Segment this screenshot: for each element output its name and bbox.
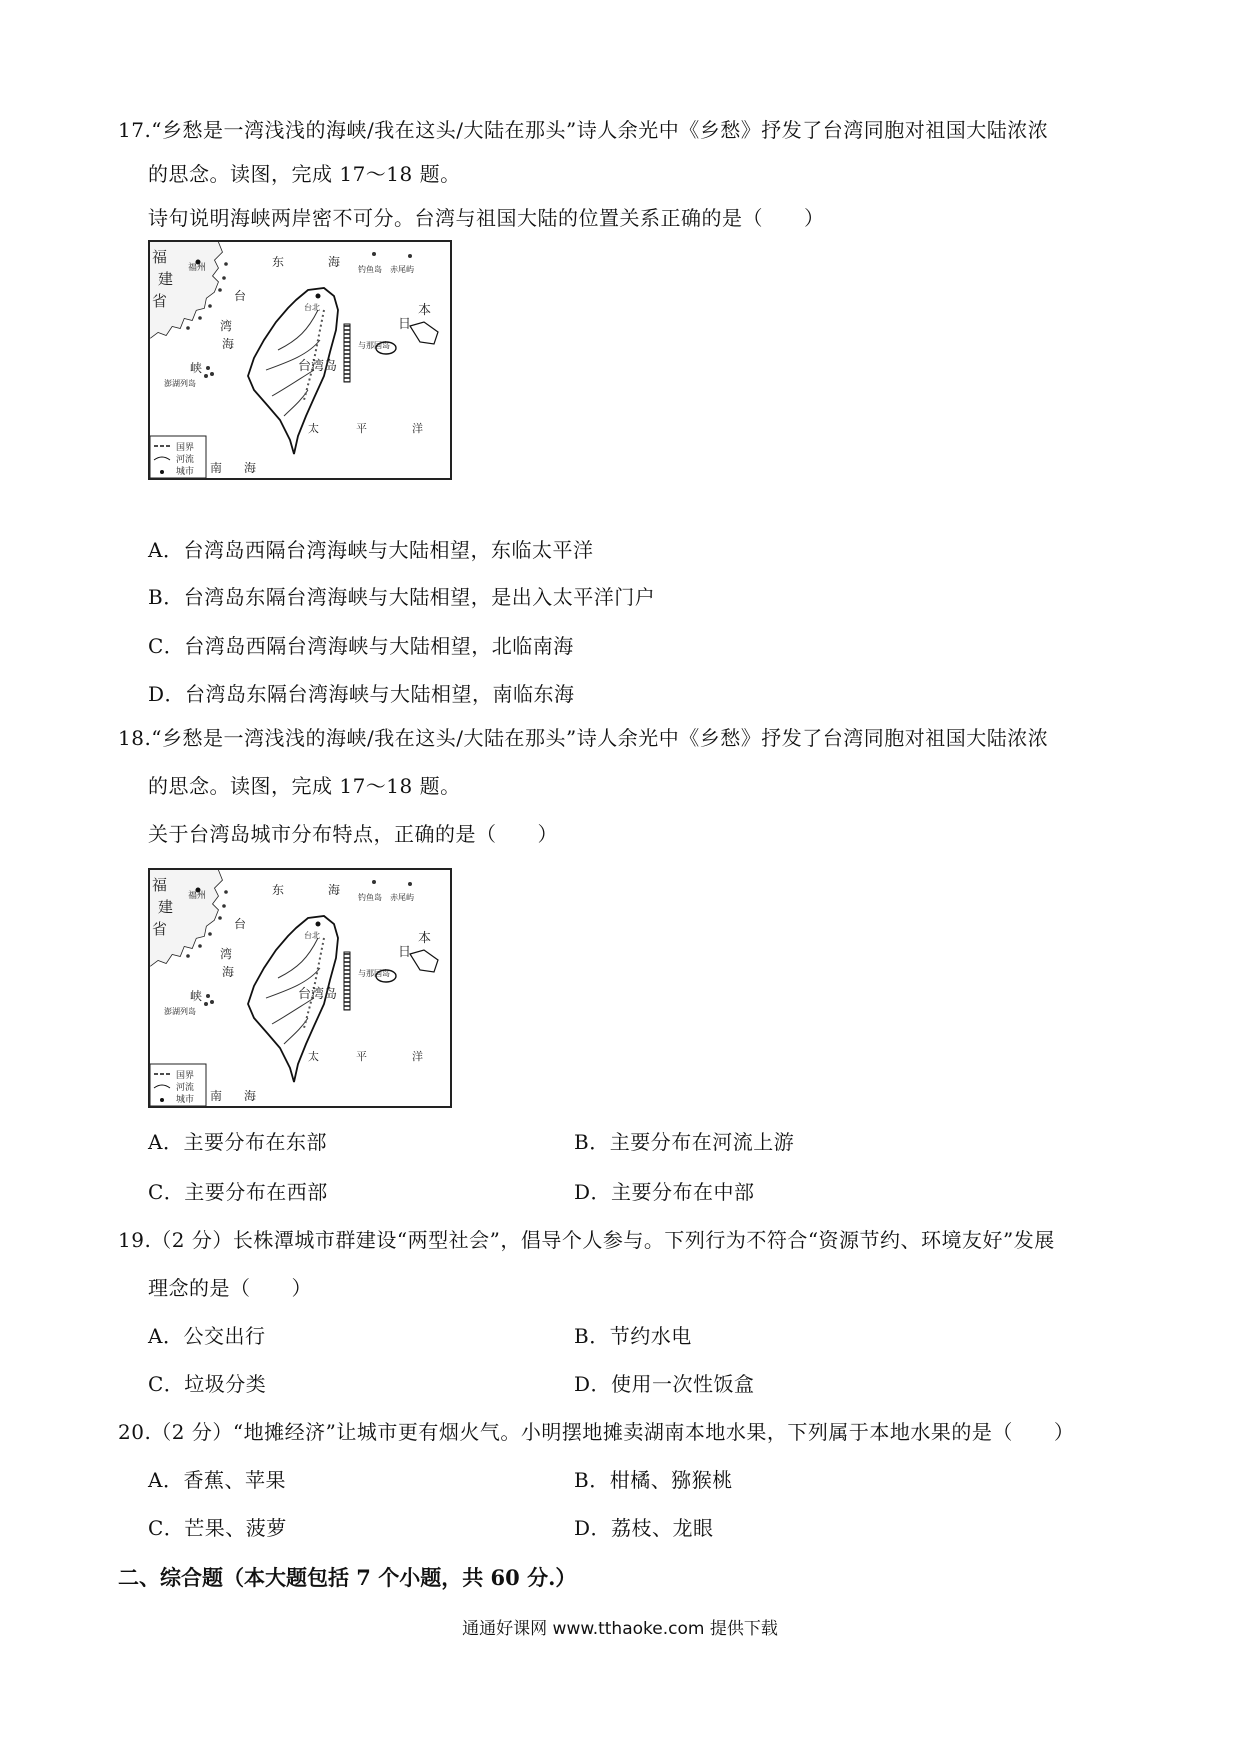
- map-label-fuzhou: 福州: [188, 263, 207, 273]
- map-label-pacific: 太: [308, 422, 319, 435]
- chiwei-dot: [408, 254, 412, 258]
- map-label-donghai: 海: [328, 883, 341, 897]
- map-label-riben: 日: [398, 317, 412, 332]
- legend-label-river: 河流: [176, 1083, 195, 1093]
- map-label-pacific: 洋: [412, 1050, 423, 1063]
- coastal-island-dot: [186, 954, 190, 958]
- q19-text-line2: 理念的是（ ）: [148, 1276, 312, 1300]
- map-label-taiwan-strait: 台: [234, 917, 247, 931]
- map-label-taiwan-strait: 台: [234, 289, 247, 303]
- map-label-chiwei: 赤尾屿: [390, 893, 414, 902]
- map-label-fujian: 福: [152, 248, 168, 266]
- section-heading: 二、综合题（本大题包括 7 个小题，共 60 分.）: [118, 1565, 577, 1590]
- taibei-city-dot: [316, 922, 321, 927]
- map-label-donghai: 东: [272, 883, 285, 897]
- coastal-island-dot: [224, 890, 228, 894]
- q20-text-line1: 20.（2 分）“地摊经济”让城市更有烟火气。小明摆地摊卖湖南本地水果，下列属于本地水果的是（ ）: [118, 1420, 1075, 1444]
- coastal-island-dot: [218, 288, 222, 292]
- map-label-taiwan-island: 台湾岛: [298, 987, 338, 1002]
- map-label-pacific: 洋: [412, 422, 423, 435]
- map-label-pacific: 平: [356, 1050, 367, 1063]
- map-label-fujian: 建: [158, 898, 174, 916]
- q17-stem: 诗句说明海峡两岸密不可分。台湾与祖国大陆的位置关系正确的是（ ）: [148, 206, 825, 230]
- map-label-taiwan-strait: 海: [222, 965, 235, 979]
- map-label-donghai: 东: [272, 255, 285, 269]
- q19-option-a[interactable]: A．公交出行: [148, 1324, 266, 1348]
- map-label-nanhai: 南: [210, 461, 223, 475]
- taiwan-map-figure: [148, 240, 452, 480]
- coastal-island-dot: [186, 326, 190, 330]
- map-label-pacific: 平: [356, 422, 367, 435]
- coastal-island-dot: [218, 916, 222, 920]
- penghu-island-dot: [206, 366, 210, 370]
- map-label-chiwei: 赤尾屿: [390, 265, 414, 274]
- boundary-hatch-bar: [344, 952, 350, 1010]
- q18-option-c[interactable]: C．主要分布在西部: [148, 1180, 328, 1204]
- penghu-island-dot: [210, 372, 214, 376]
- map-label-taiwan-strait: 湾: [220, 319, 233, 333]
- map-label-taibei: 台北: [304, 931, 320, 940]
- map-label-riben: 本: [418, 931, 432, 946]
- map-label-riben: 日: [398, 945, 412, 960]
- map-label-fujian: 福: [152, 876, 168, 894]
- coastal-island-dot: [222, 276, 226, 280]
- q19-text-line1: 19.（2 分）长株潭城市群建设“两型社会”，倡导个人参与。下列行为不符合“资源节约、环境友好”发展: [118, 1228, 1055, 1252]
- map-label-fujian: 省: [152, 920, 168, 938]
- legend-label-city: 城市: [176, 1095, 195, 1105]
- map-label-taiwan-strait: 海: [222, 337, 235, 351]
- q19-option-b[interactable]: B．节约水电: [574, 1324, 692, 1348]
- penghu-island-dot: [204, 1002, 208, 1006]
- q18-option-a[interactable]: A．主要分布在东部: [148, 1130, 327, 1154]
- q20-option-d[interactable]: D．荔枝、龙眼: [574, 1516, 714, 1540]
- diaoyu-dot: [372, 880, 376, 884]
- map-label-yonaguni: 与那国岛: [358, 341, 390, 350]
- map-label-donghai: 海: [328, 255, 341, 269]
- chiwei-dot: [408, 882, 412, 886]
- q17-option-c[interactable]: C．台湾岛西隔台湾海峡与大陆相望，北临南海: [148, 634, 574, 658]
- q20-option-c[interactable]: C．芒果、菠萝: [148, 1516, 287, 1540]
- map-label-taiwan-island: 台湾岛: [298, 359, 338, 374]
- q18-text-line1: 18.“乡愁是一湾浅浅的海峡/我在这头/大陆在那头”诗人余光中《乡愁》抒发了台湾同胞对祖国大陆浓浓: [118, 726, 1049, 750]
- q20-option-a[interactable]: A．香蕉、苹果: [148, 1468, 286, 1492]
- diaoyu-dot: [372, 252, 376, 256]
- map-label-pacific: 太: [308, 1050, 319, 1063]
- taibei-city-dot: [316, 294, 321, 299]
- q18-stem: 关于台湾岛城市分布特点，正确的是（ ）: [148, 822, 558, 846]
- legend-label-city: 城市: [176, 467, 195, 477]
- coastal-island-dot: [222, 904, 226, 908]
- coastal-island-dot: [198, 944, 202, 948]
- legend-city-sample: [160, 1098, 164, 1102]
- map-label-nanhai: 海: [244, 1089, 257, 1103]
- coastal-island-dot: [208, 304, 212, 308]
- q18-option-b[interactable]: B．主要分布在河流上游: [574, 1130, 795, 1154]
- coastal-island-dot: [208, 932, 212, 936]
- penghu-island-dot: [204, 374, 208, 378]
- q18-option-d[interactable]: D．主要分布在中部: [574, 1180, 755, 1204]
- map-label-nanhai: 南: [210, 1089, 223, 1103]
- map-label-riben: 本: [418, 303, 432, 318]
- q17-text-line1: 17.“乡愁是一湾浅浅的海峡/我在这头/大陆在那头”诗人余光中《乡愁》抒发了台湾同胞对祖国大陆浓浓: [118, 118, 1049, 142]
- boundary-hatch-bar: [344, 324, 350, 382]
- legend-label-border: 国界: [176, 1071, 195, 1081]
- q17-option-b[interactable]: B．台湾岛东隔台湾海峡与大陆相望，是出入太平洋门户: [148, 585, 656, 609]
- page-footer: 通通好课网 www.tthaoke.com 提供下载: [462, 1619, 778, 1639]
- map-label-taibei: 台北: [304, 303, 320, 312]
- taiwan-map-figure-2: [148, 868, 452, 1108]
- map-label-taiwan-strait: 湾: [220, 947, 233, 961]
- legend-city-sample: [160, 470, 164, 474]
- coastal-island-dot: [224, 262, 228, 266]
- map-label-penghu: 澎湖列岛: [164, 379, 196, 388]
- map-label-fujian: 建: [158, 270, 174, 288]
- coastal-island-dot: [198, 316, 202, 320]
- map-label-fuzhou: 福州: [188, 891, 207, 901]
- q18-text-line2: 的思念。读图，完成 17～18 题。: [148, 774, 461, 798]
- q17-option-a[interactable]: A．台湾岛西隔台湾海峡与大陆相望，东临太平洋: [148, 538, 594, 562]
- map-label-taiwan-strait: 峡: [190, 361, 203, 375]
- q19-option-d[interactable]: D．使用一次性饭盒: [574, 1372, 755, 1396]
- map-label-taiwan-strait: 峡: [190, 989, 203, 1003]
- q20-option-b[interactable]: B．柑橘、猕猴桃: [574, 1468, 733, 1492]
- legend-label-river: 河流: [176, 455, 195, 465]
- penghu-island-dot: [206, 994, 210, 998]
- legend-label-border: 国界: [176, 443, 195, 453]
- q17-text-line2: 的思念。读图，完成 17～18 题。: [148, 162, 461, 186]
- map-label-yonaguni: 与那国岛: [358, 969, 390, 978]
- map-label-diaoyu: 钓鱼岛: [358, 265, 382, 274]
- penghu-island-dot: [210, 1000, 214, 1004]
- q17-option-d[interactable]: D．台湾岛东隔台湾海峡与大陆相望，南临东海: [148, 682, 575, 706]
- map-label-nanhai: 海: [244, 461, 257, 475]
- q19-option-c[interactable]: C．垃圾分类: [148, 1372, 267, 1396]
- map-label-penghu: 澎湖列岛: [164, 1007, 196, 1016]
- map-label-fujian: 省: [152, 292, 168, 310]
- map-label-diaoyu: 钓鱼岛: [358, 893, 382, 902]
